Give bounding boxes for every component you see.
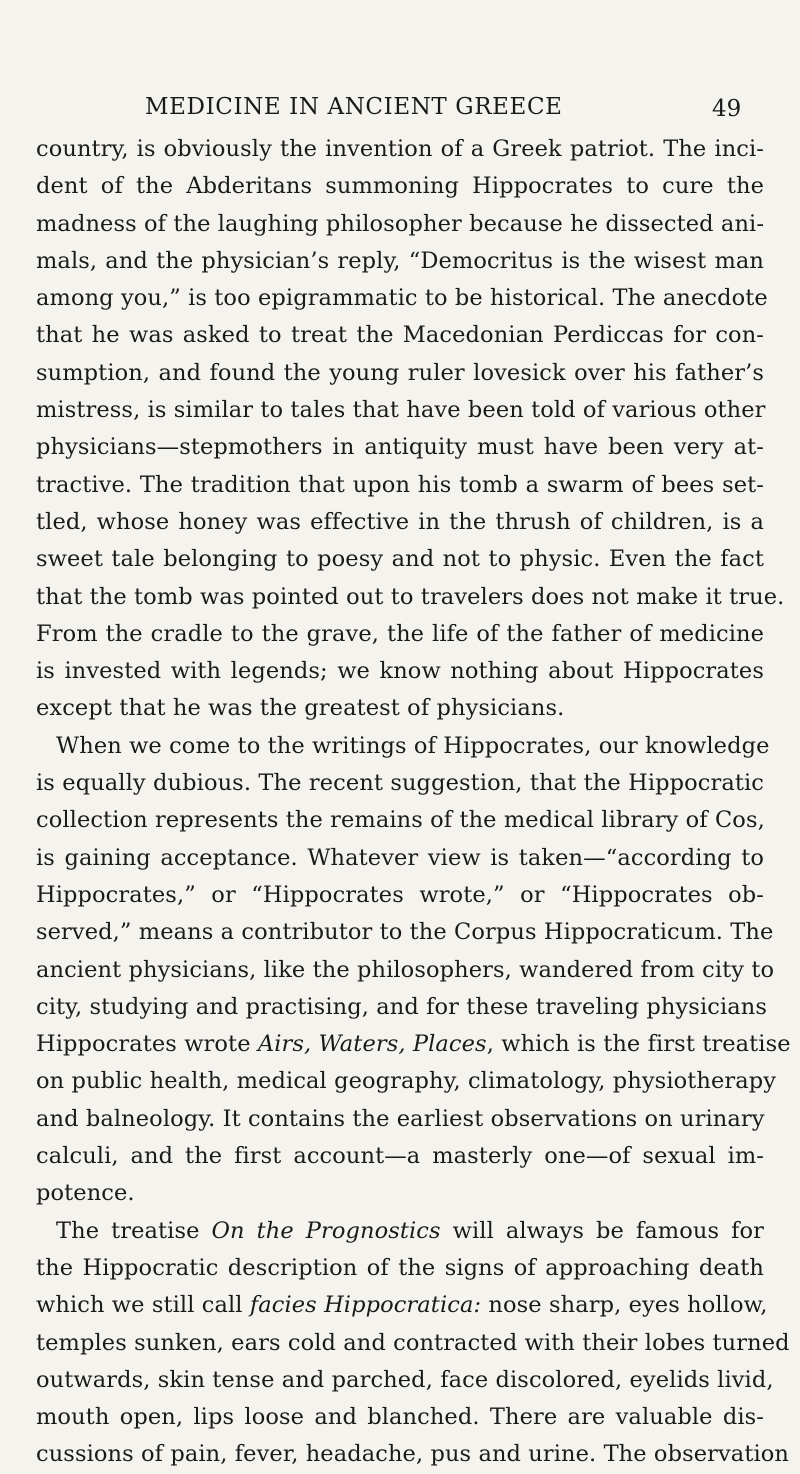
italic-title: Airs, Waters, Places [257, 1031, 487, 1058]
text-line [36, 429, 764, 466]
text-line [36, 1101, 764, 1138]
text-run: and balneology. It contains the earliest observations on urinary [36, 1105, 765, 1132]
text-line [36, 1399, 764, 1436]
text-run: is equally dubious. The recent suggestion, that the Hippocratic [36, 770, 764, 797]
italic-title: facies Hippocratica: [249, 1292, 482, 1319]
text-run: cussions of pain, fever, headache, pus and urine. The observation [36, 1441, 789, 1468]
text-line [36, 802, 764, 839]
text-run: temples sunken, ears cold and contracted with their lobes turned [36, 1329, 790, 1356]
text-run: potence. [36, 1180, 135, 1207]
text-run: From the cradle to the grave, the life of the father of medicine [36, 620, 764, 647]
text-line [36, 1250, 764, 1287]
text-run: ancient physicians, like the philosophers, wandered from city to [36, 956, 775, 983]
text-run: Hippocrates wrote [36, 1031, 258, 1058]
text-run: tractive. The tradition that upon his tomb a swarm of bees set- [36, 471, 764, 498]
text-line [36, 728, 770, 765]
text-run: Hippocrates,” or “Hippocrates wrote,” or “Hippocrates ob- [36, 881, 764, 908]
text-run: except that he was the greatest of physicians. [36, 695, 565, 722]
text-run: served,” means a contributor to the Corpus Hippocraticum. The [36, 919, 774, 946]
running-title: MEDICINE IN ANCIENT GREECE [145, 94, 563, 120]
text-line [36, 243, 764, 280]
text-run: will always be famous for [440, 1217, 765, 1244]
text-run: which we still call [36, 1292, 250, 1319]
text-run: sweet tale belonging to poesy and not to physic. Even the fact [36, 546, 764, 573]
text-run: that he was asked to treat the Macedonian Perdiccas for con- [36, 322, 764, 349]
text-run: outwards, skin tense and parched, face discolored, eyelids livid, [36, 1366, 774, 1393]
text-run: is gaining acceptance. Whatever view is taken—“according to [36, 844, 764, 871]
text-line [36, 952, 775, 989]
text-line [36, 1063, 777, 1100]
text-line [36, 877, 764, 914]
text-run: calculi, and the first account—a masterly one—of sexual im- [36, 1143, 764, 1170]
text-line [36, 914, 774, 951]
text-run: city, studying and practising, and for these traveling physicians [36, 993, 767, 1020]
text-line [36, 1213, 764, 1250]
text-run: on public health, medical geography, climatology, physiotherapy [36, 1068, 777, 1095]
text-line [36, 467, 764, 504]
text-run: The treatise [56, 1217, 212, 1244]
text-line [36, 765, 764, 802]
text-line [36, 1436, 789, 1473]
text-run: dent of the Abderitans summoning Hippocrates to cure the [36, 173, 764, 200]
text-run: physicians—stepmothers in antiquity must have been very at- [36, 434, 764, 461]
text-line [36, 206, 764, 243]
text-run: tled, whose honey was effective in the thrush of children, is a [36, 508, 764, 535]
text-line [36, 690, 764, 727]
text-run: , which is the first treatise [486, 1031, 791, 1058]
text-line [36, 1138, 764, 1175]
text-run: among you,” is too epigrammatic to be historical. The anecdote [36, 285, 768, 312]
text-run: madness of the laughing philosopher because he dissected ani- [36, 210, 765, 237]
text-line [36, 616, 764, 653]
text-line [36, 392, 764, 429]
text-line [36, 579, 785, 616]
text-line [36, 504, 764, 541]
text-line [36, 1026, 791, 1063]
text-run: that the tomb was pointed out to travelers does not make it true. [36, 583, 785, 610]
text-run: is invested with legends; we know nothing about Hippocrates [36, 658, 764, 685]
text-line [36, 1325, 790, 1362]
page-number: 49 [712, 96, 742, 122]
text-line [36, 840, 764, 877]
text-line [36, 317, 764, 354]
text-line [36, 1287, 768, 1324]
text-line [36, 1362, 774, 1399]
text-run: the Hippocratic description of the signs of approaching death [36, 1254, 764, 1281]
text-run: When we come to the writings of Hippocrates, our knowledge [56, 732, 770, 759]
text-run: mistress, is similar to tales that have been told of various other [36, 397, 766, 424]
text-line [36, 131, 764, 168]
text-line [36, 280, 768, 317]
italic-title: On the Prognostics [211, 1217, 441, 1244]
text-run: mals, and the physician’s reply, “Democritus is the wisest man [36, 247, 764, 274]
text-line [36, 168, 764, 205]
text-run: sumption, and found the young ruler lovesick over his father’s [36, 359, 764, 386]
text-line [36, 355, 764, 392]
body-text [36, 131, 791, 1474]
text-line [36, 541, 764, 578]
text-line [36, 1175, 764, 1212]
text-line [36, 989, 767, 1026]
text-run: country, is obviously the invention of a Greek patriot. The inci- [36, 136, 764, 162]
text-run: collection represents the remains of the medical library of Cos, [36, 807, 765, 834]
text-run: mouth open, lips loose and blanched. There are valuable dis- [36, 1404, 764, 1431]
text-line [36, 653, 764, 690]
text-run: nose sharp, eyes hollow, [481, 1292, 768, 1319]
